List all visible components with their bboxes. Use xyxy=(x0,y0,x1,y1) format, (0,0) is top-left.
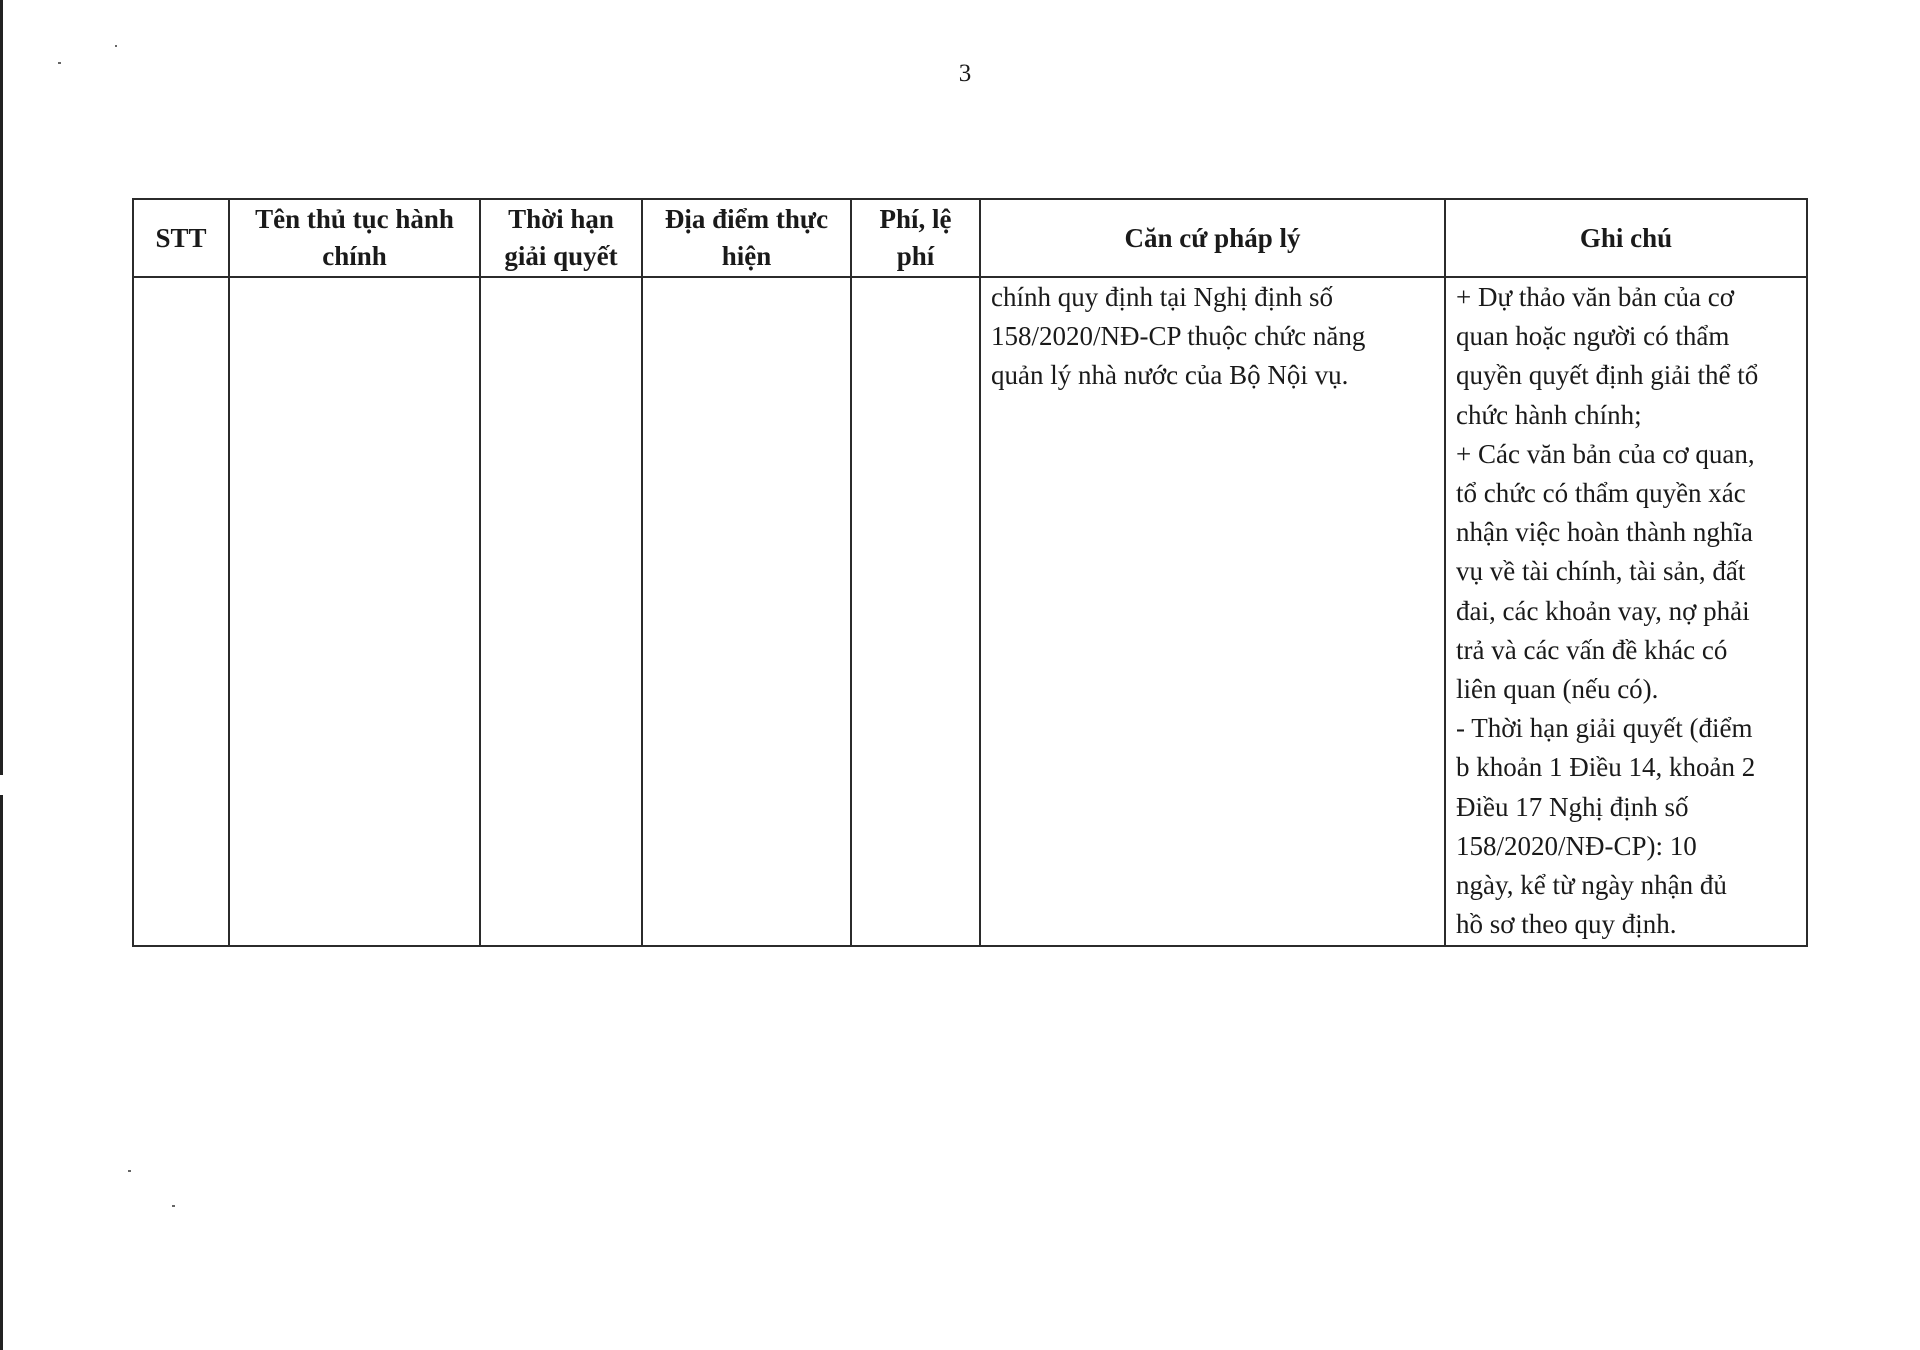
text-line: đai, các khoản vay, nợ phải xyxy=(1456,595,1750,626)
text-line: - Thời hạn giải quyết (điểm xyxy=(1456,713,1753,744)
text-line: nhận việc hoàn thành nghĩa xyxy=(1456,517,1753,548)
scan-speck xyxy=(128,1170,131,1172)
can-cu-phap-ly-text xyxy=(981,278,1444,396)
text-line: + Các văn bản của cơ quan, xyxy=(1456,438,1755,469)
cell-phi-le-phi xyxy=(851,277,980,946)
text-line: quyền quyết định giải thể tổ xyxy=(1456,360,1759,391)
header-ghi-chu: Ghi chú xyxy=(1445,199,1807,277)
scan-speck xyxy=(172,1205,175,1207)
text-line: vụ về tài chính, tài sản, đất xyxy=(1456,556,1746,587)
text-line: quản lý nhà nước của Bộ Nội vụ. xyxy=(991,360,1349,391)
text-line: ngày, kể từ ngày nhận đủ xyxy=(1456,870,1727,901)
text-line: chính quy định tại Nghị định số xyxy=(991,282,1333,312)
text-line: Điều 17 Nghị định số xyxy=(1456,791,1689,822)
table-header-row xyxy=(133,199,1807,277)
header-phi-le-phi: Phí, lệ phí xyxy=(851,199,980,277)
cell-can-cu-phap-ly xyxy=(980,277,1445,946)
text-line: + Dự thảo văn bản của cơ xyxy=(1456,282,1735,312)
header-thoi-han: Thời hạn giải quyết xyxy=(480,199,642,277)
cell-thoi-han xyxy=(480,277,642,946)
cell-ghi-chu xyxy=(1445,277,1807,946)
text-line: trả và các vấn đề khác có xyxy=(1456,634,1728,665)
scan-speck xyxy=(115,45,117,47)
text-line: hồ sơ theo quy định. xyxy=(1456,909,1677,940)
scan-left-edge xyxy=(0,0,3,775)
table-row xyxy=(133,277,1807,946)
procedure-table xyxy=(132,198,1808,947)
text-line: b khoản 1 Điều 14, khoản 2 xyxy=(1456,752,1756,783)
ghi-chu-text xyxy=(1446,278,1806,944)
header-can-cu-phap-ly: Căn cứ pháp lý xyxy=(980,199,1445,277)
header-dia-diem: Địa điểm thực hiện xyxy=(642,199,851,277)
text-line: 158/2020/NĐ-CP thuộc chức năng xyxy=(991,321,1366,352)
text-line: liên quan (nếu có). xyxy=(1456,674,1659,705)
header-stt: STT xyxy=(133,199,229,277)
text-line: chức hành chính; xyxy=(1456,399,1642,430)
text-line: tổ chức có thẩm quyền xác xyxy=(1456,478,1746,509)
page-number: 3 xyxy=(958,60,972,87)
text-line: 158/2020/NĐ-CP): 10 xyxy=(1456,830,1697,861)
cell-dia-diem xyxy=(642,277,851,946)
text-line: quan hoặc người có thẩm xyxy=(1456,321,1730,352)
cell-ten-thu-tuc xyxy=(229,277,480,946)
cell-stt xyxy=(133,277,229,946)
scan-left-edge-lower xyxy=(0,795,3,1350)
header-ten-thu-tuc: Tên thủ tục hành chính xyxy=(229,199,480,277)
